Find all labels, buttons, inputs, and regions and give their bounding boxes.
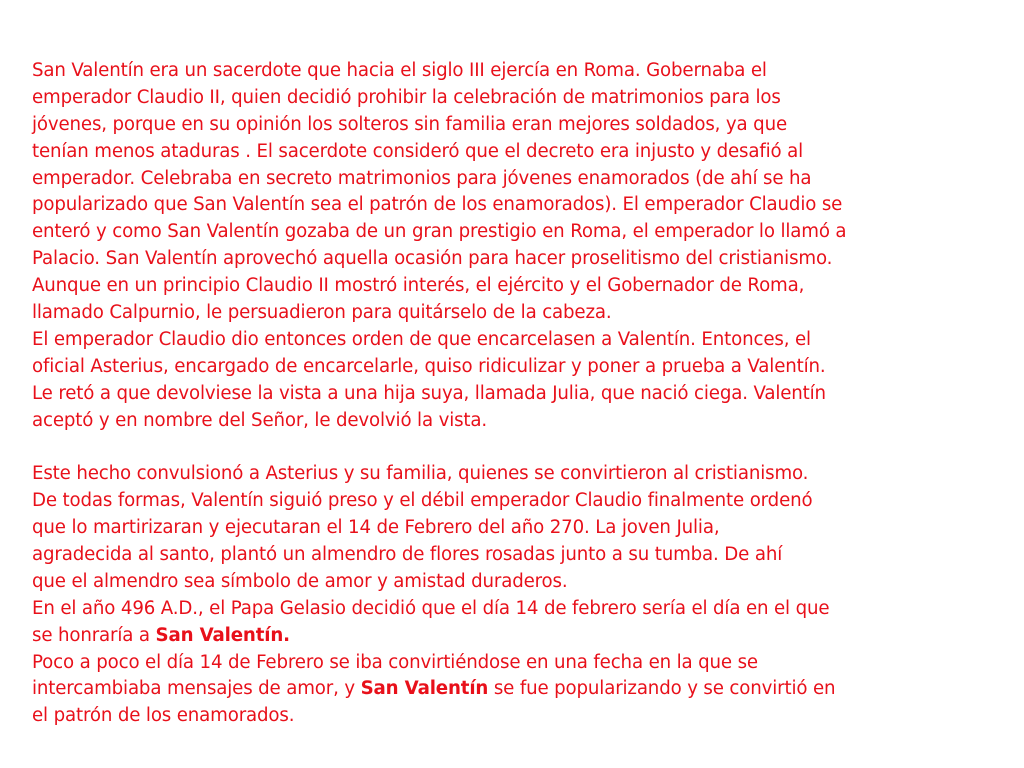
text-line: De todas formas, Valentín siguió preso y el débil emperador Claudio finalmente ordenó (32, 490, 813, 512)
text-line: San Valentín era un sacerdote que hacia el siglo III ejercía en Roma. Gobernaba el (32, 60, 767, 81)
text-line: aceptó y en nombre del Señor, le devolvió la vista. (32, 409, 488, 431)
text-line: Aunque en un principio Claudio II mostró interés, el ejército y el Gobernador de Roma, (32, 275, 805, 297)
text-line: Este hecho convulsionó a Asterius y su familia, quienes se convirtieron al cristianismo. (32, 463, 809, 485)
text-line: Poco a poco el día 14 de Febrero se iba convirtiéndose en una fecha en la que se (32, 651, 758, 673)
text-line: emperador. Celebraba en secreto matrimonios para jóvenes enamorados (de ahí se ha (32, 167, 812, 189)
text-line: El emperador Claudio dio entonces orden de que encarcelasen a Valentín. Entonces, el (32, 328, 811, 350)
text-line: jóvenes, porque en su opinión los solteros sin familia eran mejores soldados, ya que (32, 113, 787, 135)
text-line: emperador Claudio II, quien decidió prohibir la celebración de matrimonios para los (32, 86, 781, 108)
text-line: Palacio. San Valentín aprovechó aquella ocasión para hacer proselitismo del cristianismo. (32, 248, 833, 270)
text-fragment: intercambiaba mensajes de amor, y (32, 678, 361, 700)
text-line (32, 676, 992, 703)
san-valentin-emphasis: San Valentín. (155, 624, 290, 646)
text-fragment: se honraría a (32, 624, 156, 646)
text-line: tenían menos ataduras . El sacerdote consideró que el decreto era injusto y desafió al (32, 140, 804, 162)
text-line: que lo martirizaran y ejecutaran el 14 de Febrero del año 270. La joven Julia, (32, 517, 720, 539)
text-line: agradecida al santo, plantó un almendro de flores rosadas junto a su tumba. De ahí (32, 544, 783, 566)
text-line: el patrón de los enamorados. (32, 705, 295, 727)
paragraph-gap (32, 434, 992, 461)
text-line: popularizado que San Valentín sea el patrón de los enamorados). El emperador Claudio se (32, 194, 843, 216)
text-line: Le retó a que devolviese la vista a una hija suya, llamada Julia, que nació ciega. Valentín (32, 382, 826, 404)
text-line: que el almendro sea símbolo de amor y amistad duraderos. (32, 570, 568, 592)
story-text-block (32, 58, 992, 730)
text-line: oficial Asterius, encargado de encarcelarle, quiso ridiculizar y poner a prueba a Valentín. (32, 355, 826, 377)
text-line: llamado Calpurnio, le persuadieron para quitárselo de la cabeza. (32, 302, 612, 324)
text-fragment: se fue popularizando y se convirtió en (488, 678, 836, 700)
text-line: En el año 496 A.D., el Papa Gelasio decidió que el día 14 de febrero sería el día en el que (32, 597, 830, 619)
text-line (32, 623, 992, 650)
text-line: enteró y como San Valentín gozaba de un gran prestigio en Roma, el emperador lo llamó a (32, 221, 847, 243)
san-valentin-emphasis: San Valentín (360, 678, 489, 700)
